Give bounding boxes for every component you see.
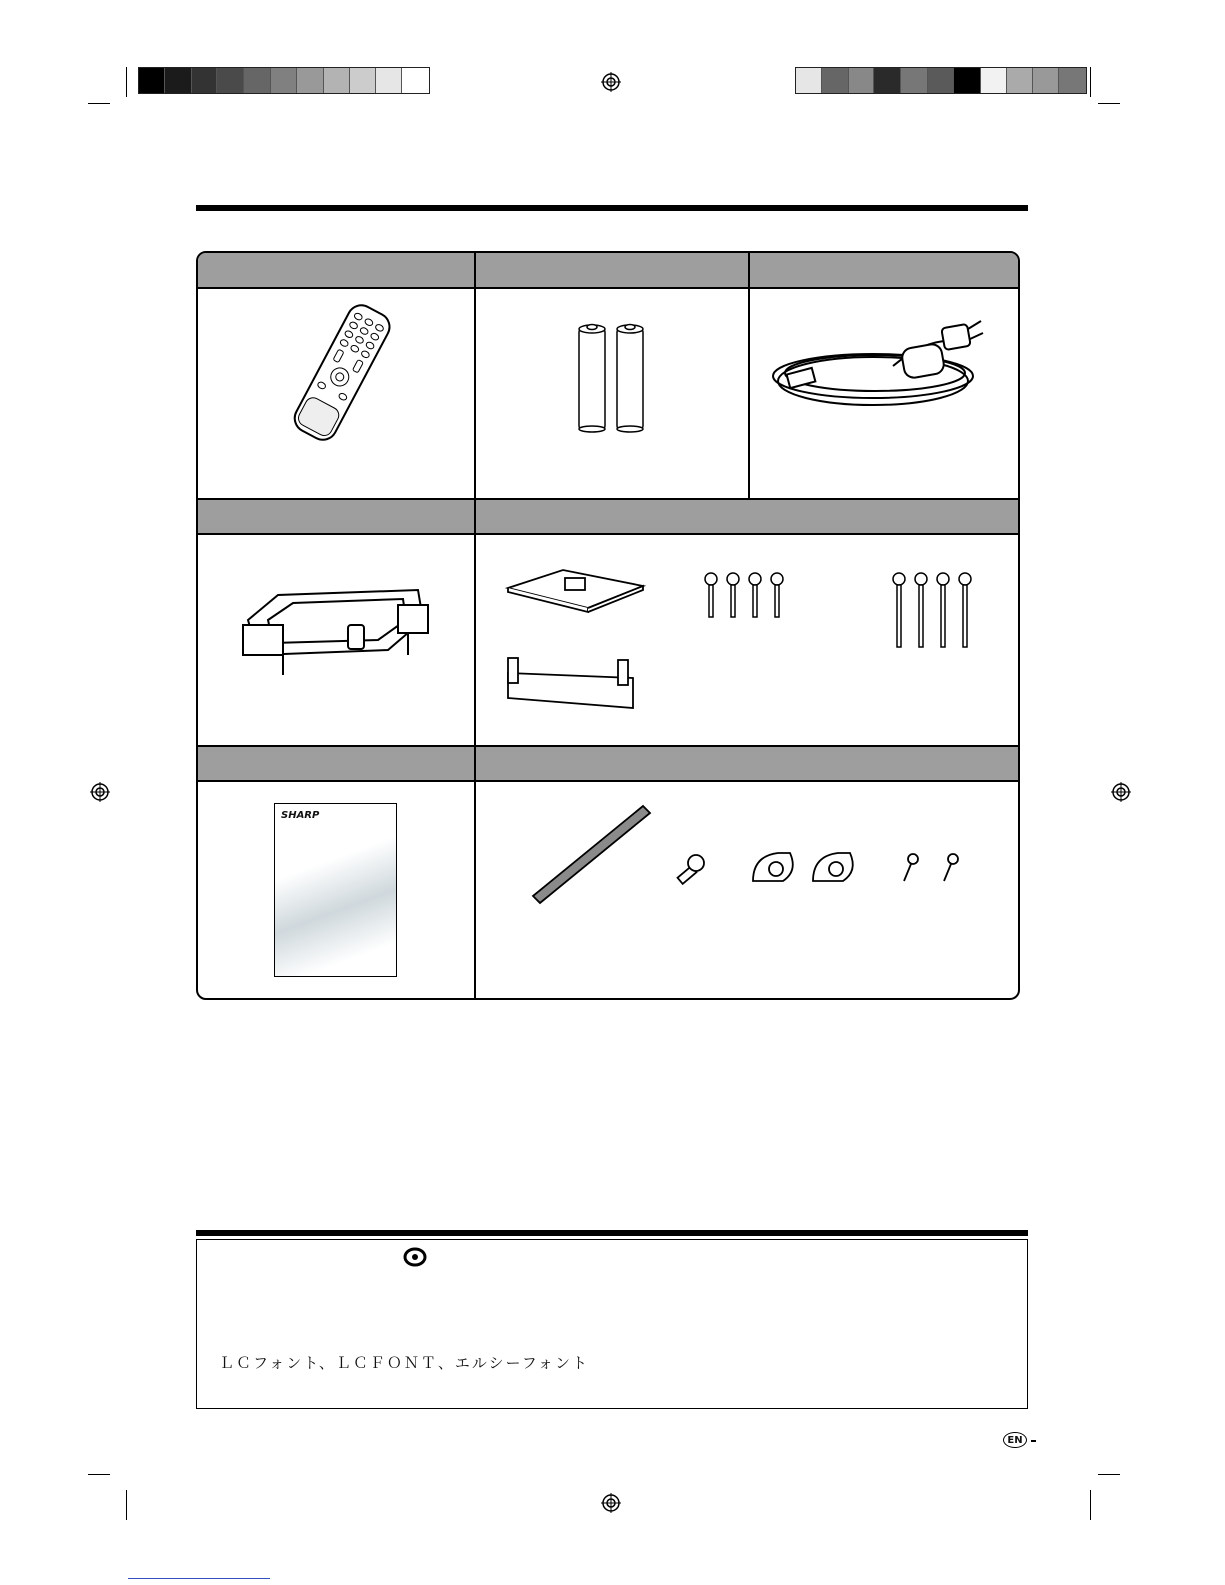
crop-mark <box>1098 103 1120 104</box>
crop-mark <box>1090 1490 1091 1520</box>
registration-mark-icon <box>90 782 110 802</box>
header-row-3 <box>198 745 1020 782</box>
stand-unit-icon <box>493 558 1013 718</box>
bottom-underline <box>128 1578 270 1579</box>
manual-brand: SHARP <box>281 810 320 821</box>
lc-font-trademark-text: ＬＣフォント、ＬＣＦＯＮＴ、エルシーフォント <box>219 1354 590 1372</box>
header-row-2 <box>198 498 1020 535</box>
accessories-table <box>196 251 1020 1000</box>
license-box <box>196 1239 1028 1409</box>
wall-fixing-parts-icon <box>528 801 998 931</box>
column-divider <box>474 253 476 1000</box>
crop-mark <box>1098 1474 1120 1475</box>
calibration-bar-left <box>138 67 430 94</box>
column-divider <box>748 253 750 500</box>
header-row-1 <box>198 253 1020 289</box>
operation-manual-icon <box>274 803 397 977</box>
registration-mark-icon <box>601 72 621 92</box>
section-rule-bottom <box>196 1230 1028 1236</box>
crop-mark <box>88 103 110 104</box>
crop-mark <box>1090 67 1091 97</box>
page-dash <box>1031 1440 1036 1442</box>
registration-mark-icon <box>1111 782 1131 802</box>
crop-mark <box>126 67 127 97</box>
crop-mark <box>88 1474 110 1475</box>
registration-mark-icon <box>601 1493 621 1513</box>
crop-mark <box>126 1490 127 1520</box>
language-badge: EN <box>1003 1432 1027 1448</box>
lc-font-logo-icon <box>403 1246 427 1268</box>
calibration-bar-right <box>795 67 1087 94</box>
section-rule-top <box>196 205 1028 211</box>
cable-clamp-holder-icon <box>238 565 438 685</box>
remote-control-icon <box>268 298 418 448</box>
aa-batteries-icon <box>573 321 653 433</box>
ac-cord-icon <box>763 311 993 421</box>
